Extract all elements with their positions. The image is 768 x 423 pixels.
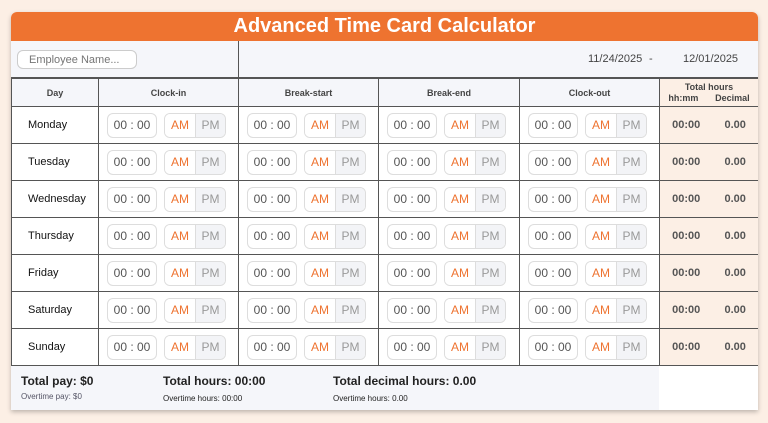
- clock-in-time-input[interactable]: 00 : 00: [107, 335, 157, 360]
- pm-button[interactable]: PM: [335, 225, 365, 248]
- clock-out-cell: [520, 144, 660, 181]
- clock-out-ampm-toggle: [585, 298, 647, 323]
- break-start-ampm-toggle: [304, 150, 366, 175]
- pm-button[interactable]: PM: [195, 151, 225, 174]
- am-button[interactable]: AM: [586, 114, 616, 137]
- table-row: [12, 107, 759, 144]
- day-label: Saturday: [12, 292, 99, 329]
- am-button[interactable]: AM: [305, 262, 335, 285]
- am-button[interactable]: AM: [445, 262, 475, 285]
- pm-button[interactable]: PM: [335, 262, 365, 285]
- pm-button[interactable]: PM: [195, 262, 225, 285]
- clock-in-ampm-toggle: [164, 261, 226, 286]
- date-separator: -: [649, 53, 653, 65]
- table-row: [12, 144, 759, 181]
- clock-in-ampm-toggle: [164, 224, 226, 249]
- pm-button[interactable]: PM: [335, 336, 365, 359]
- pm-button[interactable]: PM: [616, 188, 646, 211]
- am-button[interactable]: AM: [165, 114, 195, 137]
- clock-in-ampm-toggle: [164, 150, 226, 175]
- break-start-cell: [239, 292, 379, 329]
- header-clock-in: Clock-in: [99, 79, 239, 107]
- am-button[interactable]: AM: [165, 151, 195, 174]
- pm-button[interactable]: PM: [616, 225, 646, 248]
- row-hhmm: 00:00: [672, 119, 701, 131]
- pm-button[interactable]: PM: [475, 336, 505, 359]
- break-start-ampm-toggle: [304, 335, 366, 360]
- pm-button[interactable]: PM: [475, 151, 505, 174]
- row-decimal: 0.00: [724, 341, 746, 353]
- page-title: Advanced Time Card Calculator: [11, 12, 758, 41]
- day-label: Monday: [12, 107, 99, 144]
- am-button[interactable]: AM: [165, 188, 195, 211]
- row-decimal: 0.00: [724, 156, 746, 168]
- clock-in-time-input[interactable]: 00 : 00: [107, 224, 157, 249]
- pm-button[interactable]: PM: [335, 299, 365, 322]
- start-date[interactable]: 11/24/2025: [588, 53, 643, 65]
- timesheet-table: [11, 78, 758, 366]
- break-start-cell: [239, 218, 379, 255]
- total-pay: Total pay: $0: [21, 374, 94, 388]
- clock-out-time-input[interactable]: 00 : 00: [528, 187, 578, 212]
- clock-out-cell: [520, 255, 660, 292]
- break-end-ampm-toggle: [444, 298, 506, 323]
- hhmm-label: hh:mm: [668, 92, 699, 103]
- row-decimal: 0.00: [724, 119, 746, 131]
- am-button[interactable]: AM: [165, 262, 195, 285]
- break-end-time-input[interactable]: 00 : 00: [387, 187, 437, 212]
- am-button[interactable]: AM: [305, 299, 335, 322]
- break-start-ampm-toggle: [304, 113, 366, 138]
- clock-out-time-input[interactable]: 00 : 00: [528, 113, 578, 138]
- clock-in-cell: [99, 218, 239, 255]
- break-start-cell: [239, 107, 379, 144]
- break-start-time-input[interactable]: 00 : 00: [247, 150, 297, 175]
- pm-button[interactable]: PM: [616, 151, 646, 174]
- clock-in-time-input[interactable]: 00 : 00: [107, 187, 157, 212]
- clock-out-ampm-toggle: [585, 150, 647, 175]
- am-button[interactable]: AM: [445, 336, 475, 359]
- summary-footer: [11, 366, 659, 410]
- break-end-ampm-toggle: [444, 113, 506, 138]
- clock-in-time-input[interactable]: 00 : 00: [107, 150, 157, 175]
- clock-in-cell: [99, 329, 239, 366]
- row-total: [660, 144, 759, 181]
- clock-in-cell: [99, 255, 239, 292]
- am-button[interactable]: AM: [445, 299, 475, 322]
- am-button[interactable]: AM: [586, 188, 616, 211]
- break-start-time-input[interactable]: 00 : 00: [247, 298, 297, 323]
- pm-button[interactable]: PM: [195, 336, 225, 359]
- row-total: [660, 107, 759, 144]
- row-hhmm: 00:00: [672, 193, 701, 205]
- break-start-time-input[interactable]: 00 : 00: [247, 261, 297, 286]
- am-button[interactable]: AM: [445, 188, 475, 211]
- am-button[interactable]: AM: [165, 299, 195, 322]
- break-end-cell: [379, 255, 520, 292]
- break-end-cell: [379, 329, 520, 366]
- am-button[interactable]: AM: [165, 336, 195, 359]
- row-decimal: 0.00: [724, 193, 746, 205]
- end-date[interactable]: 12/01/2025: [683, 53, 739, 65]
- clock-out-cell: [520, 292, 660, 329]
- info-bar: [11, 41, 758, 78]
- am-button[interactable]: AM: [445, 114, 475, 137]
- table-row: [12, 255, 759, 292]
- break-start-ampm-toggle: [304, 187, 366, 212]
- total-hours: Total hours: 00:00: [163, 374, 266, 388]
- clock-out-ampm-toggle: [585, 335, 647, 360]
- clock-out-time-input[interactable]: 00 : 00: [528, 298, 578, 323]
- day-label: Wednesday: [12, 181, 99, 218]
- pm-button[interactable]: PM: [616, 114, 646, 137]
- pm-button[interactable]: PM: [616, 299, 646, 322]
- pm-button[interactable]: PM: [475, 262, 505, 285]
- row-hhmm: 00:00: [672, 156, 701, 168]
- table-row: [12, 329, 759, 366]
- decimal-label: Decimal: [715, 92, 750, 103]
- pm-button[interactable]: PM: [195, 114, 225, 137]
- header-day: Day: [12, 79, 99, 107]
- clock-in-time-input[interactable]: 00 : 00: [107, 261, 157, 286]
- overtime-hours: Overtime hours: 00:00: [163, 394, 243, 403]
- am-button[interactable]: AM: [445, 225, 475, 248]
- clock-in-time-input[interactable]: 00 : 00: [107, 113, 157, 138]
- day-label: Sunday: [12, 329, 99, 366]
- break-end-time-input[interactable]: 00 : 00: [387, 224, 437, 249]
- break-end-cell: [379, 292, 520, 329]
- row-total: [660, 255, 759, 292]
- row-hhmm: 00:00: [672, 341, 701, 353]
- day-label: Friday: [12, 255, 99, 292]
- clock-in-ampm-toggle: [164, 298, 226, 323]
- break-start-cell: [239, 144, 379, 181]
- break-start-ampm-toggle: [304, 261, 366, 286]
- overtime-pay: Overtime pay: $0: [21, 392, 82, 401]
- break-end-ampm-toggle: [444, 150, 506, 175]
- pm-button[interactable]: PM: [475, 225, 505, 248]
- pm-button[interactable]: PM: [195, 299, 225, 322]
- am-button[interactable]: AM: [305, 225, 335, 248]
- row-decimal: 0.00: [724, 230, 746, 242]
- break-end-time-input[interactable]: 00 : 00: [387, 150, 437, 175]
- break-end-cell: [379, 218, 520, 255]
- row-total: [660, 329, 759, 366]
- break-end-cell: [379, 181, 520, 218]
- am-button[interactable]: AM: [586, 299, 616, 322]
- break-end-cell: [379, 144, 520, 181]
- pm-button[interactable]: PM: [195, 225, 225, 248]
- table-row: [12, 292, 759, 329]
- row-total: [660, 292, 759, 329]
- am-button[interactable]: AM: [445, 151, 475, 174]
- am-button[interactable]: AM: [586, 262, 616, 285]
- clock-out-ampm-toggle: [585, 187, 647, 212]
- am-button[interactable]: AM: [305, 336, 335, 359]
- break-end-time-input[interactable]: 00 : 00: [387, 335, 437, 360]
- row-hhmm: 00:00: [672, 267, 701, 279]
- break-start-ampm-toggle: [304, 298, 366, 323]
- clock-out-cell: [520, 181, 660, 218]
- header-break-end: Break-end: [379, 79, 520, 107]
- clock-in-cell: [99, 181, 239, 218]
- am-button[interactable]: AM: [586, 151, 616, 174]
- day-label: Tuesday: [12, 144, 99, 181]
- break-end-ampm-toggle: [444, 335, 506, 360]
- am-button[interactable]: AM: [586, 336, 616, 359]
- am-button[interactable]: AM: [305, 188, 335, 211]
- clock-in-time-input[interactable]: 00 : 00: [107, 298, 157, 323]
- break-start-cell: [239, 329, 379, 366]
- clock-out-cell: [520, 107, 660, 144]
- day-label: Thursday: [12, 218, 99, 255]
- row-total: [660, 181, 759, 218]
- clock-out-ampm-toggle: [585, 113, 647, 138]
- pm-button[interactable]: PM: [335, 151, 365, 174]
- pm-button[interactable]: PM: [475, 114, 505, 137]
- break-end-ampm-toggle: [444, 187, 506, 212]
- pm-button[interactable]: PM: [335, 188, 365, 211]
- break-start-cell: [239, 255, 379, 292]
- pm-button[interactable]: PM: [475, 188, 505, 211]
- employee-name-input[interactable]: [17, 50, 137, 69]
- break-start-time-input[interactable]: 00 : 00: [247, 187, 297, 212]
- break-end-cell: [379, 107, 520, 144]
- overtime-decimal-hours: Overtime hours: 0.00: [333, 394, 408, 403]
- am-button[interactable]: AM: [305, 114, 335, 137]
- table-row: [12, 181, 759, 218]
- clock-out-time-input[interactable]: 00 : 00: [528, 150, 578, 175]
- break-end-ampm-toggle: [444, 261, 506, 286]
- pm-button[interactable]: PM: [616, 262, 646, 285]
- header-clock-out: Clock-out: [520, 79, 660, 107]
- break-end-time-input[interactable]: 00 : 00: [387, 113, 437, 138]
- am-button[interactable]: AM: [586, 225, 616, 248]
- break-end-time-input[interactable]: 00 : 00: [387, 298, 437, 323]
- pm-button[interactable]: PM: [616, 336, 646, 359]
- table-row: [12, 218, 759, 255]
- am-button[interactable]: AM: [305, 151, 335, 174]
- row-total: [660, 218, 759, 255]
- clock-in-ampm-toggle: [164, 113, 226, 138]
- pm-button[interactable]: PM: [335, 114, 365, 137]
- clock-out-cell: [520, 329, 660, 366]
- break-start-time-input[interactable]: 00 : 00: [247, 224, 297, 249]
- row-hhmm: 00:00: [672, 304, 701, 316]
- pm-button[interactable]: PM: [195, 188, 225, 211]
- time-card: [11, 12, 758, 410]
- total-decimal-hours: Total decimal hours: 0.00: [333, 374, 477, 388]
- clock-in-cell: [99, 107, 239, 144]
- am-button[interactable]: AM: [165, 225, 195, 248]
- clock-out-time-input[interactable]: 00 : 00: [528, 261, 578, 286]
- clock-in-ampm-toggle: [164, 187, 226, 212]
- clock-out-ampm-toggle: [585, 261, 647, 286]
- row-hhmm: 00:00: [672, 230, 701, 242]
- total-hours-label: Total hours: [684, 81, 734, 92]
- break-start-ampm-toggle: [304, 224, 366, 249]
- break-end-ampm-toggle: [444, 224, 506, 249]
- row-decimal: 0.00: [724, 267, 746, 279]
- break-start-time-input[interactable]: 00 : 00: [247, 335, 297, 360]
- row-decimal: 0.00: [724, 304, 746, 316]
- clock-out-time-input[interactable]: 00 : 00: [528, 335, 578, 360]
- clock-out-cell: [520, 218, 660, 255]
- clock-in-cell: [99, 292, 239, 329]
- clock-out-time-input[interactable]: 00 : 00: [528, 224, 578, 249]
- header-break-start: Break-start: [239, 79, 379, 107]
- clock-in-cell: [99, 144, 239, 181]
- break-start-time-input[interactable]: 00 : 00: [247, 113, 297, 138]
- break-end-time-input[interactable]: 00 : 00: [387, 261, 437, 286]
- break-start-cell: [239, 181, 379, 218]
- clock-in-ampm-toggle: [164, 335, 226, 360]
- clock-out-ampm-toggle: [585, 224, 647, 249]
- header-total-hours: [660, 79, 759, 107]
- pm-button[interactable]: PM: [475, 299, 505, 322]
- divider: [238, 41, 239, 77]
